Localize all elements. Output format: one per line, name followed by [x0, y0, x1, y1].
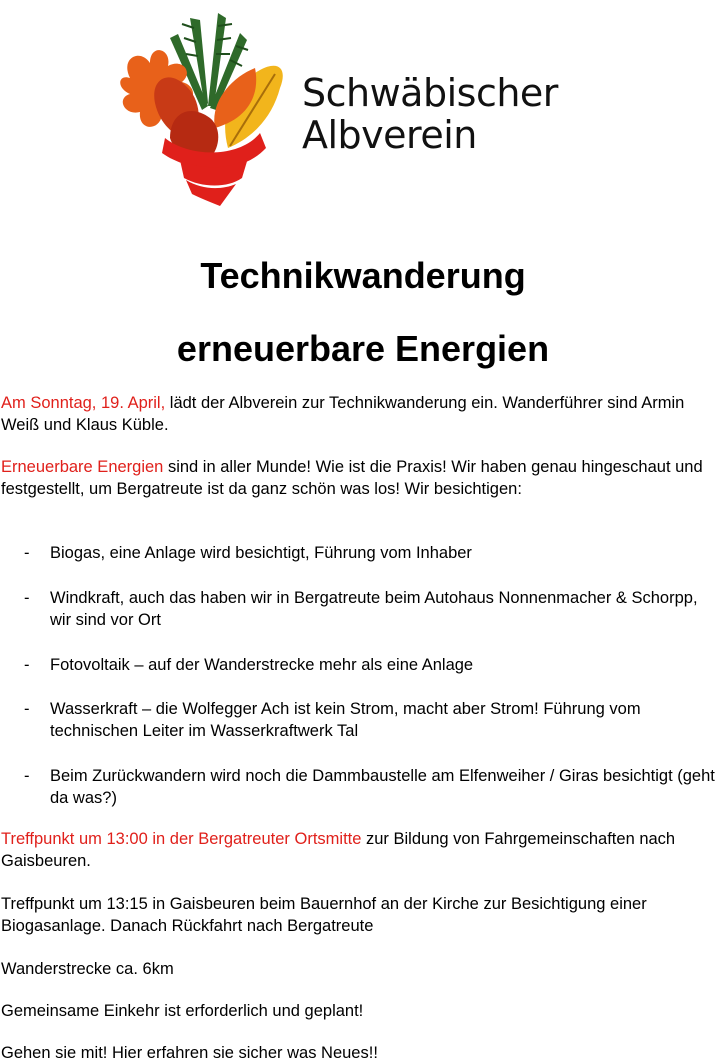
stop-text: Gemeinsame Einkehr ist erforderlich und geplant! [1, 1002, 364, 1020]
bullet-text: Windkraft, auch das haben wir in Bergatreute beim Autohaus Nonnenmacher & Schorpp, wir sind vor Ort [50, 589, 698, 629]
bullet-dash: - [24, 700, 30, 718]
title-line2: erneuerbare Energien [176, 328, 550, 369]
energy-text: sind in aller Munde! Wie ist die Praxis! Wir haben genau hingeschaut und festgestellt, um Bergatreute ist da ganz schön was los! Wir besichtigen: [1, 458, 703, 498]
title-line1: Technikwanderung [200, 255, 526, 296]
bullet-text: Wasserkraft – die Wolfegger Ach ist kein Strom, macht aber Strom! Führung vom technischen Leiter im Wasserkraftwerk Tal [50, 700, 641, 740]
intro-text: lädt der Albverein zur Technikwanderung ein. Wanderführer sind Armin Weiß und Klaus Küble. [1, 394, 685, 434]
meeting-point-1 [1, 828, 721, 872]
bullet-dash: - [24, 544, 30, 562]
distance-text: Wanderstrecke ca. 6km [1, 960, 174, 978]
meeting-point-1-highlight: Treffpunkt um 13:00 in der Bergatreuter Ortsmitte [1, 830, 362, 848]
intro-paragraph [1, 392, 721, 436]
bullet-text: Biogas, eine Anlage wird besichtigt, Führung vom Inhaber [50, 544, 472, 562]
meeting-point-1-text: zur Bildung von Fahrgemeinschaften nach Gaisbeuren. [1, 830, 676, 870]
header-logo [110, 8, 630, 208]
bullet-dash: - [24, 656, 30, 674]
closing-text: Gehen sie mit! Hier erfahren sie sicher was Neues!! [1, 1044, 378, 1062]
bullet-dash: - [24, 767, 30, 785]
meeting-point-2: Treffpunkt um 13:15 in Gaisbeuren beim Bauernhof an der Kirche zur Besichtigung einer Biogasanlage. Danach Rückfahrt nach Bergatreute [1, 895, 647, 935]
org-name-line1: Schwäbischer [302, 71, 558, 115]
bullet-text: Beim Zurückwandern wird noch die Dammbaustelle am Elfenweiher / Giras besichtigt (geht da was?) [50, 767, 715, 807]
albverein-emblem-icon [110, 8, 300, 208]
bullet-dash: - [24, 589, 30, 607]
bullet-text: Fotovoltaik – auf der Wanderstrecke mehr als eine Anlage [50, 656, 474, 674]
energy-paragraph [1, 456, 721, 500]
energy-highlight: Erneuerbare Energien [1, 458, 164, 476]
intro-date: Am Sonntag, 19. April, [1, 394, 166, 412]
org-name-line2: Albverein [302, 113, 477, 157]
org-name [302, 72, 558, 156]
